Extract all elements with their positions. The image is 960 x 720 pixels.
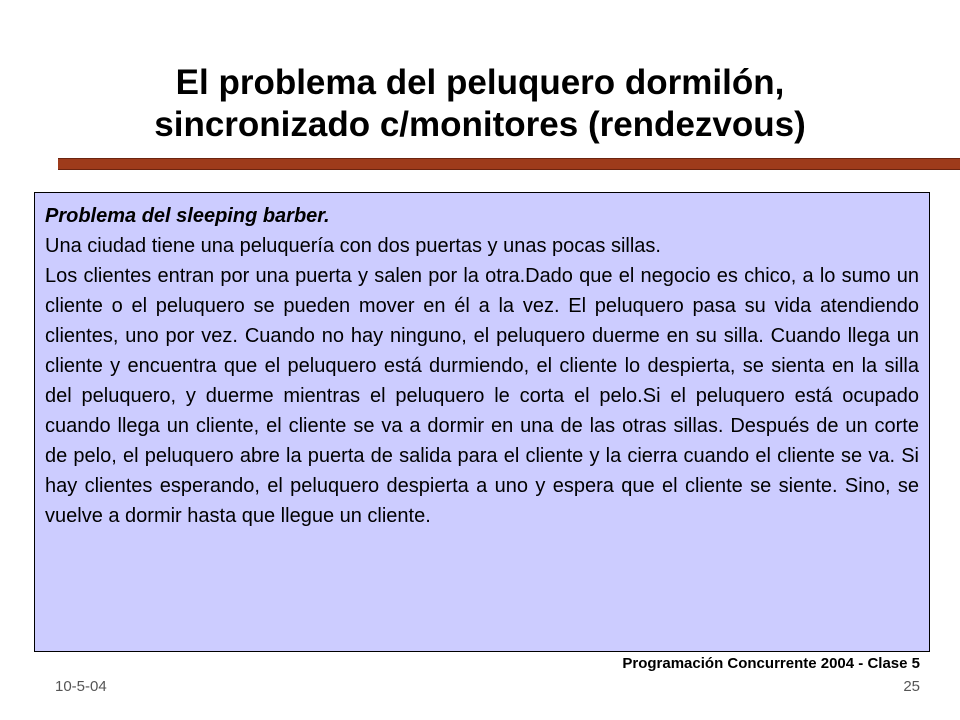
footer-date: 10-5-04 <box>55 678 107 695</box>
footer-page-number: 25 <box>903 678 920 695</box>
content-paragraph-2: Los clientes entran por una puerta y salen por la otra.Dado que el negocio es chico, a lo sumo un cliente o el peluquero se pueden mover en él a la vez. El peluquero pasa su vida atendiendo clientes, uno por vez. Cuando no hay ninguno, el peluquero duerme en su silla. Cuando llega un cliente y encuentra que el peluquero está durmiendo, el cliente lo despierta, se sienta en la silla del peluquero, y duerme mientras el peluquero le corta el pelo.Si el peluquero está ocupado cuando llega un cliente, el cliente se va a dormir en una de las otras sillas. Después de un corte de pelo, el peluquero abre la puerta de salida para el cliente y la cierra cuando el cliente se va. Si hay clientes esperando, el peluquero despierta a uno y espera que el cliente se siente. Sino, se vuelve a dormir hasta que llegue un cliente. <box>45 265 919 527</box>
footer-course-label: Programación Concurrente 2004 - Clase 5 <box>622 655 920 672</box>
content-paragraph-1: Una ciudad tiene una peluquería con dos puertas y unas pocas sillas. <box>45 235 661 257</box>
slide-title-line2: sincronizado c/monitores (rendezvous) <box>154 105 806 144</box>
title-underline-bar <box>58 158 960 170</box>
slide-title-line1: El problema del peluquero dormilón, <box>175 63 785 102</box>
content-heading: Problema del sleeping barber. <box>45 205 330 227</box>
content-box <box>34 192 930 652</box>
slide-title <box>60 62 900 146</box>
